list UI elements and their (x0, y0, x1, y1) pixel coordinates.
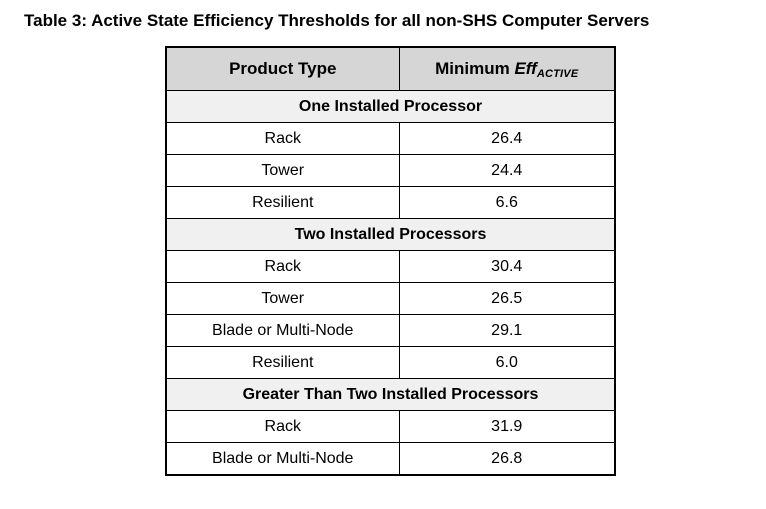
value-cell: 26.5 (399, 283, 615, 315)
product-cell: Tower (166, 283, 399, 315)
value-cell: 26.8 (399, 443, 615, 476)
header-product-type: Product Type (166, 47, 399, 91)
section-header-row (166, 219, 615, 251)
efficiency-thresholds-table (165, 46, 616, 476)
table-row (166, 411, 615, 443)
section-header-row (166, 91, 615, 123)
value-cell: 29.1 (399, 315, 615, 347)
section-label-greater-than-two-processors: Greater Than Two Installed Processors (166, 379, 615, 411)
table-header-row (166, 47, 615, 91)
value-cell: 30.4 (399, 251, 615, 283)
value-cell: 26.4 (399, 123, 615, 155)
value-cell: 6.0 (399, 347, 615, 379)
product-cell: Blade or Multi-Node (166, 443, 399, 476)
value-cell: 31.9 (399, 411, 615, 443)
section-header-row (166, 379, 615, 411)
table-row (166, 443, 615, 476)
table-row (166, 155, 615, 187)
product-cell: Rack (166, 411, 399, 443)
value-cell: 6.6 (399, 187, 615, 219)
table-row (166, 315, 615, 347)
header-minimum-eff (399, 47, 615, 91)
table-row (166, 123, 615, 155)
table-caption: Table 3: Active State Efficiency Thresholds for all non-SHS Computer Servers (24, 11, 650, 30)
product-cell: Rack (166, 251, 399, 283)
value-cell: 24.4 (399, 155, 615, 187)
table-row (166, 347, 615, 379)
product-cell: Resilient (166, 187, 399, 219)
product-cell: Tower (166, 155, 399, 187)
product-cell: Resilient (166, 347, 399, 379)
product-cell: Rack (166, 123, 399, 155)
eff-metric-subscript: ACTIVE (536, 67, 579, 80)
section-label-one-processor: One Installed Processor (166, 91, 615, 123)
table-row (166, 251, 615, 283)
eff-metric-label: Eff (514, 58, 537, 78)
product-cell: Blade or Multi-Node (166, 315, 399, 347)
minimum-label: Minimum (435, 58, 515, 78)
table-row (166, 187, 615, 219)
table-row (166, 283, 615, 315)
section-label-two-processors: Two Installed Processors (166, 219, 615, 251)
